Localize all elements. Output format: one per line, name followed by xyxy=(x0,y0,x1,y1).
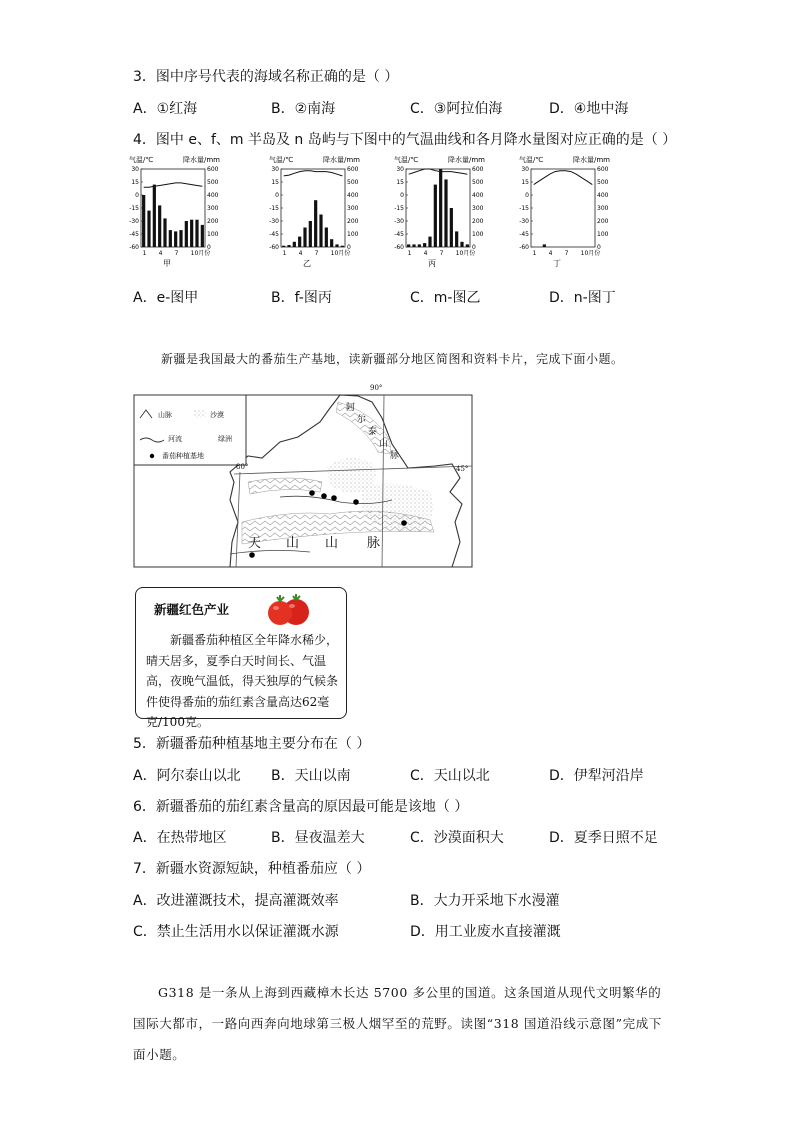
tianshan-char: 山 xyxy=(325,536,339,551)
precip-tick: 0 xyxy=(597,244,601,251)
question-6-option-d: D．夏季日照不足 xyxy=(549,830,658,846)
question-3-option-a: A．①红海 xyxy=(133,101,198,117)
temp-tick: 30 xyxy=(271,166,279,173)
tianshan-char: 脉 xyxy=(367,536,381,551)
tianshan-char: 山 xyxy=(286,536,300,551)
tomato-base xyxy=(401,520,407,526)
temp-tick: -15 xyxy=(269,205,279,212)
temp-tick: -30 xyxy=(129,218,139,225)
precip-bar xyxy=(298,237,301,247)
temp-tick: 0 xyxy=(135,192,139,199)
tomato-icon xyxy=(262,591,318,627)
question-7-option-b: B．大力开采地下水漫灌 xyxy=(410,893,560,909)
month-tick: 1 xyxy=(407,250,412,257)
precip-bar xyxy=(195,220,198,247)
precip-tick: 200 xyxy=(597,218,609,225)
precip-tick: 500 xyxy=(347,179,359,186)
temp-tick: 15 xyxy=(131,179,139,186)
precip-bar xyxy=(153,185,156,247)
longitude-90-label: 90° xyxy=(370,384,383,392)
precip-tick: 0 xyxy=(207,244,211,251)
info-card-title: 新疆红色产业 xyxy=(154,602,230,617)
temp-tick: 15 xyxy=(521,179,529,186)
temp-tick: -30 xyxy=(269,218,279,225)
precip-bar xyxy=(179,230,182,247)
plot-frame xyxy=(281,169,345,247)
question-5-option-c: C．天山以北 xyxy=(410,768,490,784)
legend-river-label: 河流 xyxy=(168,435,182,443)
temp-tick: -45 xyxy=(129,231,139,238)
temp-axis-label: 气温/℃ xyxy=(394,156,419,164)
precip-bar xyxy=(314,200,317,247)
precip-tick: 500 xyxy=(472,179,484,186)
question-4-option-b: B．f-图丙 xyxy=(271,290,332,306)
precip-tick: 100 xyxy=(207,231,219,238)
legend-oasis-label: 绿洲 xyxy=(218,435,232,443)
temp-tick: -30 xyxy=(394,218,404,225)
temp-tick: -15 xyxy=(129,205,139,212)
month-tick: 4 xyxy=(548,250,553,257)
question-5-option-d: D．伊犁河沿岸 xyxy=(549,768,644,784)
precip-tick: 200 xyxy=(472,218,484,225)
info-card-body: 新疆番茄种植区全年降水稀少，晴天居多，夏季白天时间长、气温高，夜晚气温低，得天独厚的气候条件使得番茄的茄红素含量高达62毫克/100克。 xyxy=(146,633,339,729)
precip-bar xyxy=(282,246,285,247)
month-tick: 10月份 xyxy=(190,250,211,257)
question-4-option-a: A．e-图甲 xyxy=(133,290,199,306)
month-tick: 4 xyxy=(423,250,428,257)
climate-charts xyxy=(125,153,625,279)
question-6-option-c: C．沙漠面积大 xyxy=(410,830,504,846)
question-5-option-b: B．天山以南 xyxy=(271,768,351,784)
info-card xyxy=(135,587,347,729)
precip-bar xyxy=(434,185,437,247)
precip-bar xyxy=(185,221,188,247)
temp-tick: 30 xyxy=(131,166,139,173)
precip-bar xyxy=(319,215,322,248)
precip-bar xyxy=(201,225,204,247)
question-7-option-d: D．用工业废水直接灌溉 xyxy=(410,924,561,940)
month-tick: 10月份 xyxy=(330,250,351,257)
month-tick: 10月份 xyxy=(580,250,601,257)
xinjiang-map xyxy=(130,382,475,572)
precip-tick: 0 xyxy=(347,244,351,251)
climate-chart xyxy=(125,153,245,279)
temp-tick: -45 xyxy=(269,231,279,238)
question-4-option-d: D．n-图丁 xyxy=(549,290,616,306)
temp-axis-label: 气温/℃ xyxy=(269,156,294,164)
precip-bar xyxy=(335,244,338,247)
precip-bar xyxy=(423,243,426,247)
tomato-base xyxy=(309,490,315,496)
precip-bar xyxy=(450,208,453,247)
precip-bar xyxy=(407,244,410,247)
temp-tick: -15 xyxy=(519,205,529,212)
temperature-curve xyxy=(284,171,343,176)
precip-tick: 100 xyxy=(597,231,609,238)
month-tick: 1 xyxy=(142,250,147,257)
chart-title: 丁 xyxy=(553,259,561,268)
temp-tick: -60 xyxy=(269,244,279,251)
legend-mountain-label: 山脉 xyxy=(158,411,172,419)
temp-tick: -45 xyxy=(519,231,529,238)
precip-tick: 400 xyxy=(597,192,609,199)
temp-tick: -60 xyxy=(519,244,529,251)
month-tick: 7 xyxy=(564,250,569,257)
month-tick: 1 xyxy=(282,250,287,257)
precip-axis-label: 降水量/mm xyxy=(573,156,610,164)
precip-tick: 100 xyxy=(347,231,359,238)
question-7-option-c: C．禁止生活用水以保证灌溉水源 xyxy=(133,924,339,940)
question-3-stem: 3．图中序号代表的海域名称正确的是（ ） xyxy=(133,69,399,85)
precip-bar xyxy=(287,245,290,247)
temp-tick: 15 xyxy=(396,179,404,186)
precip-bar xyxy=(428,237,431,247)
legend-base-dot xyxy=(150,454,154,458)
legend-base-label: 番茄种植基地 xyxy=(162,452,204,460)
plot-frame xyxy=(141,169,205,247)
precip-tick: 100 xyxy=(472,231,484,238)
month-tick: 4 xyxy=(298,250,303,257)
legend-desert-label: 沙漠 xyxy=(210,411,224,419)
altai-char: 泰 xyxy=(368,427,378,437)
tianshan-char: 天 xyxy=(248,536,262,551)
precip-axis-label: 降水量/mm xyxy=(448,156,485,164)
precip-bar xyxy=(330,239,333,247)
question-3-option-c: C．③阿拉伯海 xyxy=(410,101,503,117)
climate-chart xyxy=(265,153,385,279)
climate-chart xyxy=(390,153,510,279)
precip-tick: 200 xyxy=(347,218,359,225)
question-4-stem: 4．图中 e、f、m 半岛及 n 岛屿与下图中的气温曲线和各月降水量图对应正确的是（ ） xyxy=(133,132,677,148)
month-tick: 7 xyxy=(314,250,319,257)
precip-tick: 600 xyxy=(472,166,484,173)
xinjiang-intro: 新疆是我国最大的番茄生产基地，读新疆部分地区简图和资料卡片，完成下面小题。 xyxy=(161,352,624,366)
question-7-stem: 7．新疆水资源短缺，种植番茄应（ ） xyxy=(133,861,371,877)
precip-bar xyxy=(293,242,296,247)
altai-char: 阿 xyxy=(346,403,356,413)
precip-bar xyxy=(174,231,177,247)
question-4-option-c: C．m-图乙 xyxy=(410,290,481,306)
temp-tick: 0 xyxy=(525,192,529,199)
chart-title: 甲 xyxy=(163,259,171,268)
temp-tick: 15 xyxy=(271,179,279,186)
temperature-curve xyxy=(144,183,203,187)
question-5-option-a: A．阿尔泰山以北 xyxy=(133,768,241,784)
precip-bar xyxy=(190,220,193,247)
precip-bar xyxy=(412,244,415,247)
question-6-option-b: B．昼夜温差大 xyxy=(271,830,365,846)
precip-bar xyxy=(460,242,463,247)
precip-bar xyxy=(439,169,442,247)
tomato-base xyxy=(353,499,359,505)
question-5-stem: 5．新疆番茄种植基地主要分布在（ ） xyxy=(133,736,371,752)
precip-axis-label: 降水量/mm xyxy=(183,156,220,164)
precip-bar xyxy=(341,246,344,247)
plot-frame xyxy=(531,169,595,247)
plot-frame xyxy=(406,169,470,247)
temperature-curve xyxy=(534,171,593,185)
question-6-stem: 6．新疆番茄的茄红素含量高的原因最可能是该地（ ） xyxy=(133,799,469,815)
precip-axis-label: 降水量/mm xyxy=(323,156,360,164)
longitude-80-label: 80° xyxy=(236,463,249,471)
precip-tick: 300 xyxy=(347,205,359,212)
precip-bar xyxy=(169,230,172,247)
question-3-option-b: B．②南海 xyxy=(271,101,336,117)
month-tick: 7 xyxy=(439,250,444,257)
temp-tick: 0 xyxy=(400,192,404,199)
question-3-option-d: D．④地中海 xyxy=(549,101,629,117)
precip-tick: 300 xyxy=(472,205,484,212)
temp-tick: -45 xyxy=(394,231,404,238)
month-tick: 7 xyxy=(174,250,179,257)
temp-axis-label: 气温/℃ xyxy=(519,156,544,164)
temp-tick: -15 xyxy=(394,205,404,212)
precip-tick: 200 xyxy=(207,218,219,225)
temp-tick: -30 xyxy=(519,218,529,225)
precip-tick: 400 xyxy=(472,192,484,199)
temperature-curve xyxy=(409,169,468,174)
precip-tick: 600 xyxy=(347,166,359,173)
precip-bar xyxy=(325,228,328,248)
precip-tick: 600 xyxy=(207,166,219,173)
temp-tick: 30 xyxy=(396,166,404,173)
precip-bar xyxy=(142,195,145,247)
precip-tick: 400 xyxy=(207,192,219,199)
precip-bar xyxy=(418,244,421,247)
temp-axis-label: 气温/℃ xyxy=(129,156,154,164)
climate-chart xyxy=(515,153,635,279)
temp-tick: 30 xyxy=(521,166,529,173)
temp-tick: -60 xyxy=(129,244,139,251)
month-tick: 10月份 xyxy=(455,250,476,257)
precip-bar xyxy=(158,205,161,247)
question-6-option-a: A．在热带地区 xyxy=(133,830,227,846)
precip-bar xyxy=(466,244,469,247)
altai-char: 山 xyxy=(379,439,389,449)
latitude-45-label: 45° xyxy=(456,465,469,473)
precip-tick: 300 xyxy=(597,205,609,212)
chart-title: 丙 xyxy=(428,259,436,268)
temp-tick: 0 xyxy=(275,192,279,199)
precip-bar xyxy=(444,179,447,247)
precip-tick: 0 xyxy=(472,244,476,251)
precip-tick: 500 xyxy=(597,179,609,186)
precip-bar xyxy=(543,244,546,247)
month-tick: 4 xyxy=(158,250,163,257)
precip-bar xyxy=(309,221,312,247)
altai-char: 尔 xyxy=(357,415,367,425)
month-tick: 1 xyxy=(532,250,537,257)
tomato-base xyxy=(331,495,337,501)
altai-char: 脉 xyxy=(390,451,400,461)
tomato-base xyxy=(321,493,327,499)
precip-bar xyxy=(303,228,306,248)
question-7-option-a: A．改进灌溉技术，提高灌溉效率 xyxy=(133,893,339,909)
precip-tick: 400 xyxy=(347,192,359,199)
precip-bar xyxy=(455,231,458,247)
temp-tick: -60 xyxy=(394,244,404,251)
tomato-base xyxy=(249,552,255,558)
precip-tick: 500 xyxy=(207,179,219,186)
chart-title: 乙 xyxy=(303,259,311,268)
precip-bar xyxy=(163,218,166,247)
g318-intro: G318 是一条从上海到西藏樟木长达 5700 多公里的国道。这条国道从现代文明繁华的国际大都市，一路向西奔向地球第三极人烟罕至的荒野。读图“318 国道沿线示意图”完成下面小题。 xyxy=(133,985,662,1062)
precip-tick: 300 xyxy=(207,205,219,212)
precip-tick: 600 xyxy=(597,166,609,173)
precip-bar xyxy=(147,211,150,247)
